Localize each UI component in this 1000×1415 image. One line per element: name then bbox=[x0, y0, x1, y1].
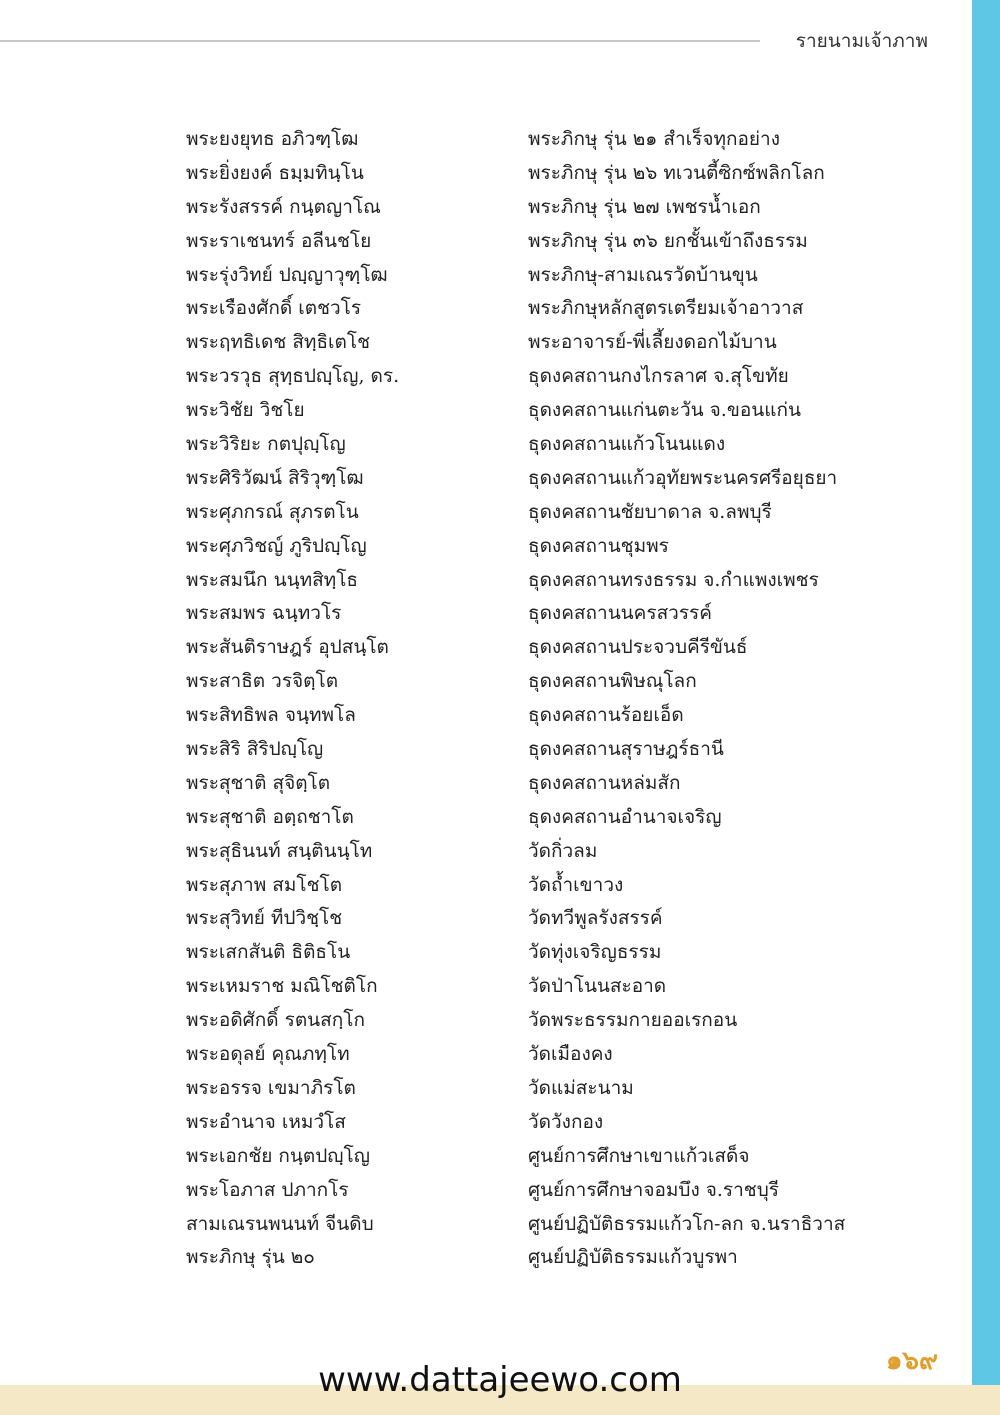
donor-name-item: พระวิริยะ กตปุญฺโญ bbox=[186, 433, 346, 456]
donor-name-item: พระสุธินนท์ สนฺตินนฺโท bbox=[186, 839, 373, 862]
page-number: ๑๖๙ bbox=[885, 1346, 938, 1376]
donor-name-item: ธุดงคสถานแก้วโนนแดง bbox=[528, 433, 726, 456]
donor-name-item: ธุดงคสถานแก่นตะวัน จ.ขอนแก่น bbox=[528, 399, 801, 422]
donor-name-item: ธุดงคสถานร้อยเอ็ด bbox=[528, 704, 684, 727]
donor-name-item: พระสุชาติ อตฺถชาโต bbox=[186, 805, 354, 828]
side-accent-bar bbox=[972, 0, 1000, 1415]
donor-name-item: พระราเชนทร์ อลีนชโย bbox=[186, 229, 372, 252]
donor-name-item: ธุดงคสถานชัยบาดาล จ.ลพบุรี bbox=[528, 500, 772, 523]
donor-name-item: พระรุ่งวิทย์ ปญฺญาวุฑฺโฒ bbox=[186, 263, 388, 286]
donor-name-item: วัดถ้ำเขาวง bbox=[528, 873, 624, 896]
donor-name-item: พระศุภวิชญ์ ภูริปญฺโญ bbox=[186, 534, 367, 557]
donor-name-item: พระเอกชัย กนฺตปญฺโญ bbox=[186, 1144, 370, 1167]
donor-name-item: พระสุวิทย์ ทีปวิชฺโช bbox=[186, 907, 343, 930]
donor-name-item: พระเรืองศักดิ์ เตชวโร bbox=[186, 297, 362, 320]
donor-name-item: วัดเมืองคง bbox=[528, 1043, 613, 1066]
donor-name-item: พระภิกษุ-สามเณรวัดบ้านขุน bbox=[528, 263, 758, 286]
page-header-title: รายนามเจ้าภาพ bbox=[795, 30, 928, 52]
donor-name-item: ธุดงคสถานสุราษฎร์ธานี bbox=[528, 738, 724, 761]
donor-name-item: วัดแม่สะนาม bbox=[528, 1076, 634, 1099]
donor-name-item: พระสุชาติ สุจิตฺโต bbox=[186, 771, 331, 794]
donor-name-item: พระวิชัย วิชโย bbox=[186, 399, 305, 422]
donor-name-item: พระยงยุทธ อภิวฑฺโฒ bbox=[186, 128, 359, 150]
donor-name-item: ธุดงคสถานทรงธรรม จ.กำแพงเพชร bbox=[528, 568, 819, 591]
donor-name-item: วัดทวีพูลรังสรรค์ bbox=[528, 907, 663, 930]
donor-name-item: พระภิกษุ รุ่น ๓๖ ยกชั้นเข้าถึงธรรม bbox=[528, 229, 808, 252]
donor-name-item: พระฤทธิเดช สิทฺธิเตโช bbox=[186, 331, 370, 354]
donor-name-item: พระสุภาพ สมโชโต bbox=[186, 873, 343, 896]
donor-name-item: ธุดงคสถานพิษณุโลก bbox=[528, 670, 697, 693]
donor-name-item: ศูนย์ปฏิบัติธรรมแก้วโก-ลก จ.นราธิวาส bbox=[528, 1212, 846, 1235]
donor-name-item: พระวรวุธ สุทฺธปญฺโญ, ดร. bbox=[186, 365, 400, 388]
donor-name-item: พระยิ่งยงค์ ธมฺมทินฺโน bbox=[186, 161, 364, 184]
donor-name-item: พระภิกษุหลักสูตรเตรียมเจ้าอาวาส bbox=[528, 297, 804, 320]
donor-name-item: พระสันติราษฎร์ อุปสนฺโต bbox=[186, 636, 389, 659]
donor-name-item: วัดพระธรรมกายออเรกอน bbox=[528, 1009, 738, 1032]
donor-name-item: พระสาธิต วรจิตฺโต bbox=[186, 670, 339, 693]
donor-name-item: พระอำนาจ เหมวํโส bbox=[186, 1110, 346, 1133]
donor-name-item: วัดกิ่วลม bbox=[528, 839, 598, 862]
donor-list bbox=[186, 123, 946, 1275]
donor-name-item: พระอาจารย์-พี่เลี้ยงดอกไม้บาน bbox=[528, 331, 777, 354]
donor-name-item: พระภิกษุ รุ่น ๒๑ สำเร็จทุกอย่าง bbox=[528, 128, 781, 150]
donor-name-item: พระรังสรรค์ กนฺตญาโณ bbox=[186, 195, 381, 218]
donor-name-item: ธุดงคสถานชุมพร bbox=[528, 534, 669, 557]
website-watermark: www.dattajeewo.com bbox=[318, 1360, 682, 1400]
donor-name-item: วัดวังกอง bbox=[528, 1110, 604, 1133]
donor-name-item: ธุดงคสถานประจวบคีรีขันธ์ bbox=[528, 636, 748, 659]
donor-name-item: พระเหมราช มณิโชติโก bbox=[186, 975, 378, 998]
donor-name-item: พระภิกษุ รุ่น ๒๐ bbox=[186, 1246, 315, 1269]
header-rule bbox=[0, 40, 760, 42]
donor-name-item: ศูนย์การศึกษาเขาแก้วเสด็จ bbox=[528, 1144, 750, 1167]
donor-name-item: ศูนย์ปฏิบัติธรรมแก้วบูรพา bbox=[528, 1246, 738, 1269]
donor-name-item: พระสมนึก นนฺทสิทฺโธ bbox=[186, 568, 359, 591]
donor-name-item: พระภิกษุ รุ่น ๒๗ เพชรน้ำเอก bbox=[528, 195, 761, 218]
donor-name-item: พระเสกสันติ ธิติธโน bbox=[186, 941, 351, 964]
donor-name-item: ธุดงคสถานอำนาจเจริญ bbox=[528, 805, 722, 828]
donor-name-item: พระสมพร ฉนฺทวโร bbox=[186, 602, 342, 625]
donor-name-item: วัดทุ่งเจริญธรรม bbox=[528, 941, 662, 964]
donor-name-item: พระอดิศักดิ์ รตนสกฺโก bbox=[186, 1009, 365, 1032]
donor-name-item: ศูนย์การศึกษาจอมบึง จ.ราชบุรี bbox=[528, 1178, 779, 1201]
donor-list-left-column bbox=[186, 123, 528, 1275]
donor-name-item: พระศุภกรณ์ สุภรตโน bbox=[186, 500, 359, 523]
donor-list-right-column bbox=[528, 123, 946, 1275]
donor-name-item: ธุดงคสถานหล่มสัก bbox=[528, 771, 681, 794]
donor-name-item: พระอรรจ เขมาภิรโต bbox=[186, 1076, 356, 1099]
donor-name-item: พระสิทธิพล จนฺทพโล bbox=[186, 704, 356, 727]
donor-name-item: ธุดงคสถานนครสวรรค์ bbox=[528, 602, 712, 625]
donor-name-item: สามเณรนพนนท์ จีนดิบ bbox=[186, 1212, 374, 1235]
donor-name-item: ธุดงคสถานกงไกรลาศ จ.สุโขทัย bbox=[528, 365, 789, 388]
donor-name-item: พระอดุลย์ คุณภทฺโท bbox=[186, 1043, 350, 1066]
donor-name-item: ธุดงคสถานแก้วอุทัยพระนครศรีอยุธยา bbox=[528, 466, 838, 489]
donor-name-item: วัดป่าโนนสะอาด bbox=[528, 975, 667, 998]
donor-name-item: พระสิริ สิริปญฺโญ bbox=[186, 738, 324, 761]
donor-name-item: พระโอภาส ปภากโร bbox=[186, 1178, 349, 1201]
donor-name-item: พระภิกษุ รุ่น ๒๖ ทเวนตี้ซิกซ์พลิกโลก bbox=[528, 161, 825, 184]
donor-name-item: พระศิริวัฒน์ สิริวุฑฺโฒ bbox=[186, 466, 364, 489]
